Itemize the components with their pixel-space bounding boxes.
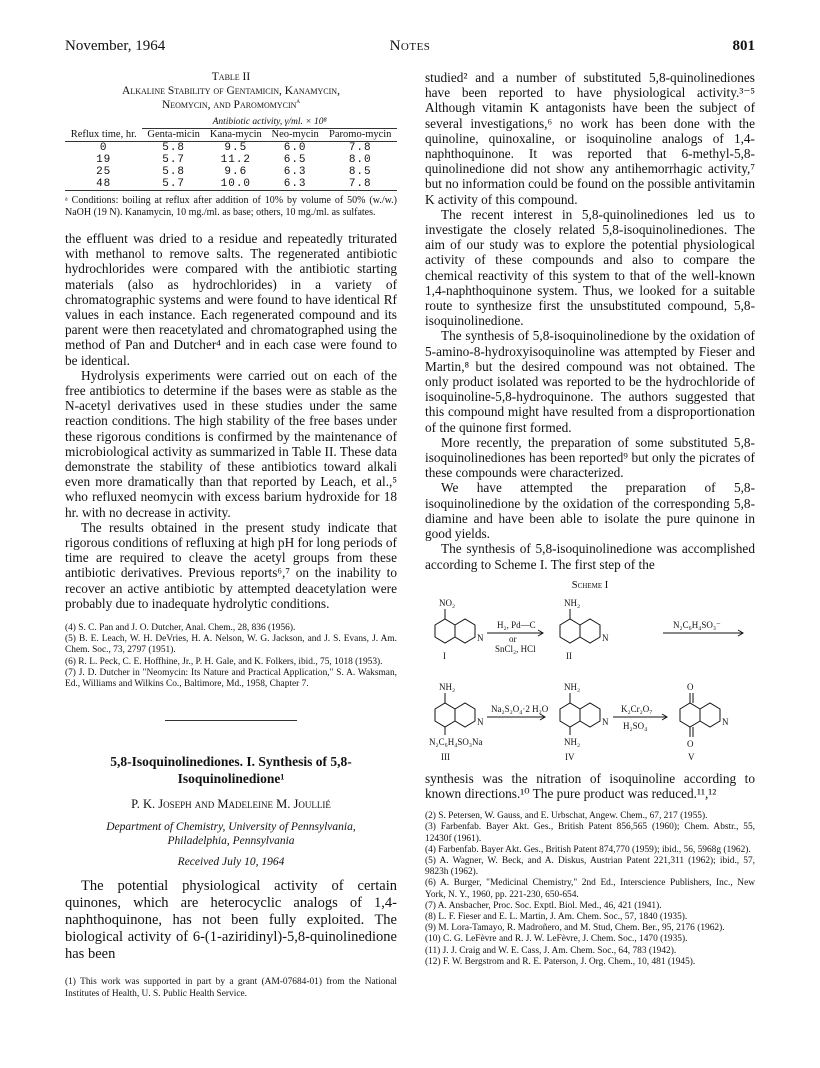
article-footnote: (1) This work was supported in part by a grant (AM-07684-01) from the National Institutes of Health, U. S. Public Health Service.	[65, 977, 397, 999]
footnote: (10) C. G. LeFèvre and R. J. W. LeFèvre, J. Chem. Soc., 1470 (1935).	[425, 934, 688, 945]
article-intro: The potential physiological activity of certain quinones, which are heterocyclic analogs of 1,4-naphthoquinone, has not been fully exploited. The biological activity of 6-(1-aziridinyl)-5,8-quinolinedione has been	[65, 878, 397, 963]
body-paragraph: The recent interest in 5,8-quinolinediones led us to investigate the closely related 5,8-isoquinolinediones. The aim of our study was to explore the potential physiological activity of these compounds and also to compare the chemical reactivity of this system to that of the well-known 1,4-naphthoquinone system. Thus, we looked for a suitable route to synthesize first the unsubstituted compound, 5,8-isoquinolinedione.	[425, 206, 755, 329]
nh2-label: NH₂	[564, 597, 581, 608]
footnote: (6) A. Burger, "Medicinal Chemistry," 2nd Ed., Interscience Publishers, Inc., New York, N. Y., 1960, pp. 221-230, 650-654.	[425, 878, 755, 900]
article-authors: P. K. Joseph and Madeleine M. Joullié	[131, 797, 331, 812]
table-footnote: ᵃ Conditions: boiling at reflux after addition of 10% by volume of 50% (w./w.) NaOH (19 N). Kanamycin, 10 mg./ml. as base; others, 10 mg./ml. as sulfates.	[65, 195, 397, 218]
footnote: (5) B. E. Leach, W. H. DeVries, H. A. Nelson, W. G. Jackson, and J. S. Evans, J. Am. Chem. Soc., 73, 2797 (1951).	[65, 634, 397, 656]
body-paragraph: the effluent was dried to a residue and repeatedly triturated with methanol to remove salts. The regenerated antibiotic hydrochlorides were compared with the antibiotic starting materials (also as hydrochlorides) in a variety of chromatographic systems and were found to have identical Rf values in each instance. Each regenerated compound and its parent were then reacetylated and chromatographed using the method of Pan and Dutcher⁴ and in each case were found to be identical.	[65, 231, 397, 368]
left-footnotes	[65, 623, 397, 690]
n-label: N	[477, 632, 484, 643]
page-number: 801	[732, 38, 755, 54]
reagent-label: SnCl₂, HCl	[495, 643, 536, 654]
body-paragraph: Hydrolysis experiments were carried out on each of the free antibiotics to determine if the bases were as stable as the N-acetyl derivatives used in these studies under the same reaction conditions. The high stability of the free bases under these rigorous conditions is confirmed by the maintenance of microbiological activity as summarized in Table II. These data demonstrate the stability of these antibiotics toward alkali even more dramatically than that reported by Leach, et al.,⁵ who refluxed neomycin with excess barium hydroxide for 18 hr. with no decrease in activity.	[65, 367, 397, 520]
footnote: (7) A. Ansbacher, Proc. Soc. Exptl. Biol. Med., 46, 421 (1941).	[425, 900, 662, 911]
compound-label: V	[688, 751, 695, 762]
pyridine-ring	[580, 619, 600, 643]
table-cell: 10.0	[205, 178, 267, 191]
table-title-text: Neomycin, and Paromomycin	[161, 99, 297, 111]
header-date: November, 1964	[65, 38, 166, 54]
no2-label: NO₂	[439, 597, 456, 608]
table-span-header: Antibiotic activity, γ/ml. × 10⁸	[142, 116, 397, 129]
n-label: N	[602, 632, 609, 643]
table-row	[65, 178, 397, 191]
table-header-row	[65, 129, 397, 142]
footnote: (2) S. Petersen, W. Gauss, and E. Urbschat, Angew. Chem., 67, 217 (1955).	[425, 811, 708, 822]
compound-label: III	[441, 751, 450, 762]
table-cell: 6.3	[267, 178, 324, 191]
table-cell: 5.7	[142, 178, 205, 191]
body-paragraph: The results obtained in the present study indicate that rigorous conditions of refluxing at high pH for long periods of time are required to cleave the acetyl groups from these antibiotic derivatives. Previous reports⁶,⁷ on the inability to recover an active antibiotic by attempted deacetylation were probably due to inadequate hydrolytic conditions.	[65, 519, 397, 611]
footnote: (4) S. C. Pan and J. O. Dutcher, Anal. Chem., 28, 836 (1956).	[65, 623, 296, 634]
pyridine-ring	[700, 703, 720, 727]
body-paragraph: The synthesis of 5,8-isoquinolinedione was accomplished according to Scheme I. The first step of the	[425, 541, 755, 572]
table-col-header: Genta-micin	[142, 129, 205, 142]
footnote: (3) Farbenfab. Bayer Akt. Ges., British Patent 856,565 (1960); Chem. Abstr., 55, 12430f (1961).	[425, 822, 755, 844]
body-paragraph: synthesis was the nitration of isoquinoline according to known directions.¹⁰ The pure product was reduced.¹¹,¹²	[425, 770, 755, 801]
article-title: 5,8-Isoquinolinediones. I. Synthesis of 5,8-Isoquinolinedione¹	[110, 754, 352, 787]
table-caption	[65, 70, 397, 112]
table-row	[65, 166, 397, 178]
footnote: (5) A. Wagner, W. Beck, and A. Diskus, Austrian Patent 221,311 (1962); ibid., 57, 9823h (1962).	[425, 855, 755, 878]
table-cell: 8.0	[348, 154, 372, 166]
footnote: (7) J. D. Dutcher in "Neomycin: Its Nature and Practical Application," S. A. Waksman, Ed., Williams and Wilkins Co., Baltimore, Md., 1958, Chapter 7.	[65, 667, 397, 690]
body-paragraph: studied² and a number of substituted 5,8-quinolinediones have been reported to have physiological activity.³⁻⁵ Although vitamin K antagonists have been the subject of several investigations,⁶ no work has been done with the quinoline, quinoxaline, or isoquinoline analogs of 1,4-naphthoquinone. It was reported that 6-methyl-5,8-quinolinedione did not show any antihemorrhagic activity,⁷ but no information could be found on the possible antivitamin K activity of this compound.	[425, 70, 755, 207]
table-col-header: Reflux time, hr.	[65, 129, 142, 142]
n-label: N	[722, 716, 729, 727]
table-cell: 8.5	[348, 166, 372, 178]
compound-label: II	[566, 650, 572, 661]
reagent-label: K₂Cr₂O₇	[621, 703, 653, 714]
footnote: (9) M. Lora-Tamayo, R. Madroñero, and M. Stud, Chem. Ber., 95, 2176 (1962).	[425, 923, 725, 934]
pyridine-ring	[455, 703, 475, 727]
left-column	[65, 70, 397, 1000]
affiliation	[65, 820, 397, 848]
reagent-label: or	[509, 633, 517, 644]
footnote: (6) R. L. Peck, C. E. Hoffhine, Jr., P. H. Gale, and K. Folkers, ibid., 75, 1018 (1953).	[65, 656, 383, 667]
table-cell: 6.5	[283, 154, 307, 166]
table-cell: 7.8	[348, 142, 372, 154]
stability-table	[65, 116, 397, 191]
body-paragraph: We have attempted the preparation of 5,8-isoquinolinedione by the oxidation of the corresponding 5,8-diamine and have been able to isolate the pure quinone in good yields.	[425, 480, 755, 542]
table-cell: 7.8	[323, 178, 397, 191]
o-label: O	[687, 681, 694, 692]
left-body	[65, 231, 397, 611]
footnote: (12) F. W. Bergstrom and R. E. Paterson, J. Org. Chem., 10, 481 (1945).	[425, 956, 696, 967]
body-paragraph: The synthesis of 5,8-isoquinolinedione by the oxidation of 5-amino-8-hydroxyisoquinoline was attempted by Fieser and Martin,⁸ but the desired compound was not obtained. The only product isolated was reported to be the hydrochloride of isoquinoline-5,8-hydroquinone. The authors suggested that this compound might have resulted from a disproportionation of the quinone first formed.	[425, 328, 755, 435]
footnote: (4) Farbenfab. Bayer Akt. Ges., British Patent 874,770 (1959); ibid., 56, 5968g (1962).	[425, 844, 751, 855]
reaction-scheme	[425, 597, 755, 767]
benzene-ring	[435, 703, 455, 727]
benzene-ring	[560, 703, 580, 727]
table-cell: 0	[99, 142, 108, 154]
scheme-drawing	[425, 597, 755, 767]
reagent-label: H₂SO₄	[623, 720, 648, 731]
header-section: Notes	[389, 38, 431, 54]
body-paragraph: More recently, the preparation of some substituted 5,8-isoquinolinediones has been reported⁹ but only the picrates of these compounds were characterized.	[425, 434, 755, 481]
pyridine-ring	[580, 703, 600, 727]
table-cell: 25	[96, 166, 112, 178]
affiliation-line: Philadelphia, Pennsylvania	[167, 835, 295, 848]
table-cell: 9.5	[224, 142, 248, 154]
received-date: Received July 10, 1964	[177, 856, 285, 869]
table-cell: 5.8	[162, 166, 186, 178]
right-column	[425, 70, 755, 968]
table-cell: 48	[65, 178, 142, 191]
right-footnotes	[425, 811, 755, 968]
table-cell: 11.2	[220, 154, 252, 166]
azo-label: N₂C₆H₄SO₃Na	[429, 736, 483, 747]
benzene-ring	[435, 619, 455, 643]
table-col-header: Paromo-mycin	[323, 129, 397, 142]
reagent-label: Na₂S₂O₄·2 H₂O	[491, 703, 549, 714]
affiliation-line: Department of Chemistry, University of Pennsylvania,	[106, 821, 356, 834]
o-label: O	[687, 738, 694, 749]
table-cell: 19	[96, 154, 112, 166]
compound-label: IV	[565, 751, 575, 762]
table-cell: 5.8	[162, 142, 186, 154]
page-header	[65, 38, 755, 58]
footnote: (11) J. J. Craig and W. E. Cass, J. Am. Chem. Soc., 64, 783 (1942).	[425, 945, 677, 956]
n-label: N	[602, 716, 609, 727]
table-cell: 5.7	[162, 154, 186, 166]
table-title-mark: a	[296, 97, 301, 106]
table-col-header: Neo-mycin	[267, 129, 324, 142]
table-row	[65, 142, 397, 155]
pyridine-ring	[455, 619, 475, 643]
table-title-line1: Alkaline Stability of Gentamicin, Kanamycin,	[122, 85, 340, 97]
table-cell: 9.6	[224, 166, 248, 178]
nh2-label: NH₂	[439, 681, 456, 692]
table-number: Table II	[211, 71, 251, 83]
table-col-header: Kana-mycin	[205, 129, 267, 142]
nh2-label: NH₂	[564, 736, 581, 747]
table-row	[65, 154, 397, 166]
reagent-label: H₂, Pd—C	[497, 619, 536, 630]
nh2-label: NH₂	[564, 681, 581, 692]
table-title-line2	[65, 98, 397, 112]
footnote: (8) L. F. Fieser and E. L. Martin, J. Am. Chem. Soc., 57, 1840 (1935).	[425, 911, 688, 922]
compound-label: I	[443, 650, 446, 661]
table-cell: 6.0	[283, 142, 307, 154]
quinone-ring	[680, 703, 700, 727]
n-label: N	[477, 716, 484, 727]
reagent-label: N₂C₆H₄SO₃⁻	[673, 619, 721, 630]
benzene-ring	[560, 619, 580, 643]
section-divider	[165, 720, 298, 721]
table-cell: 6.3	[283, 166, 307, 178]
scheme-caption: Scheme I	[571, 579, 609, 591]
